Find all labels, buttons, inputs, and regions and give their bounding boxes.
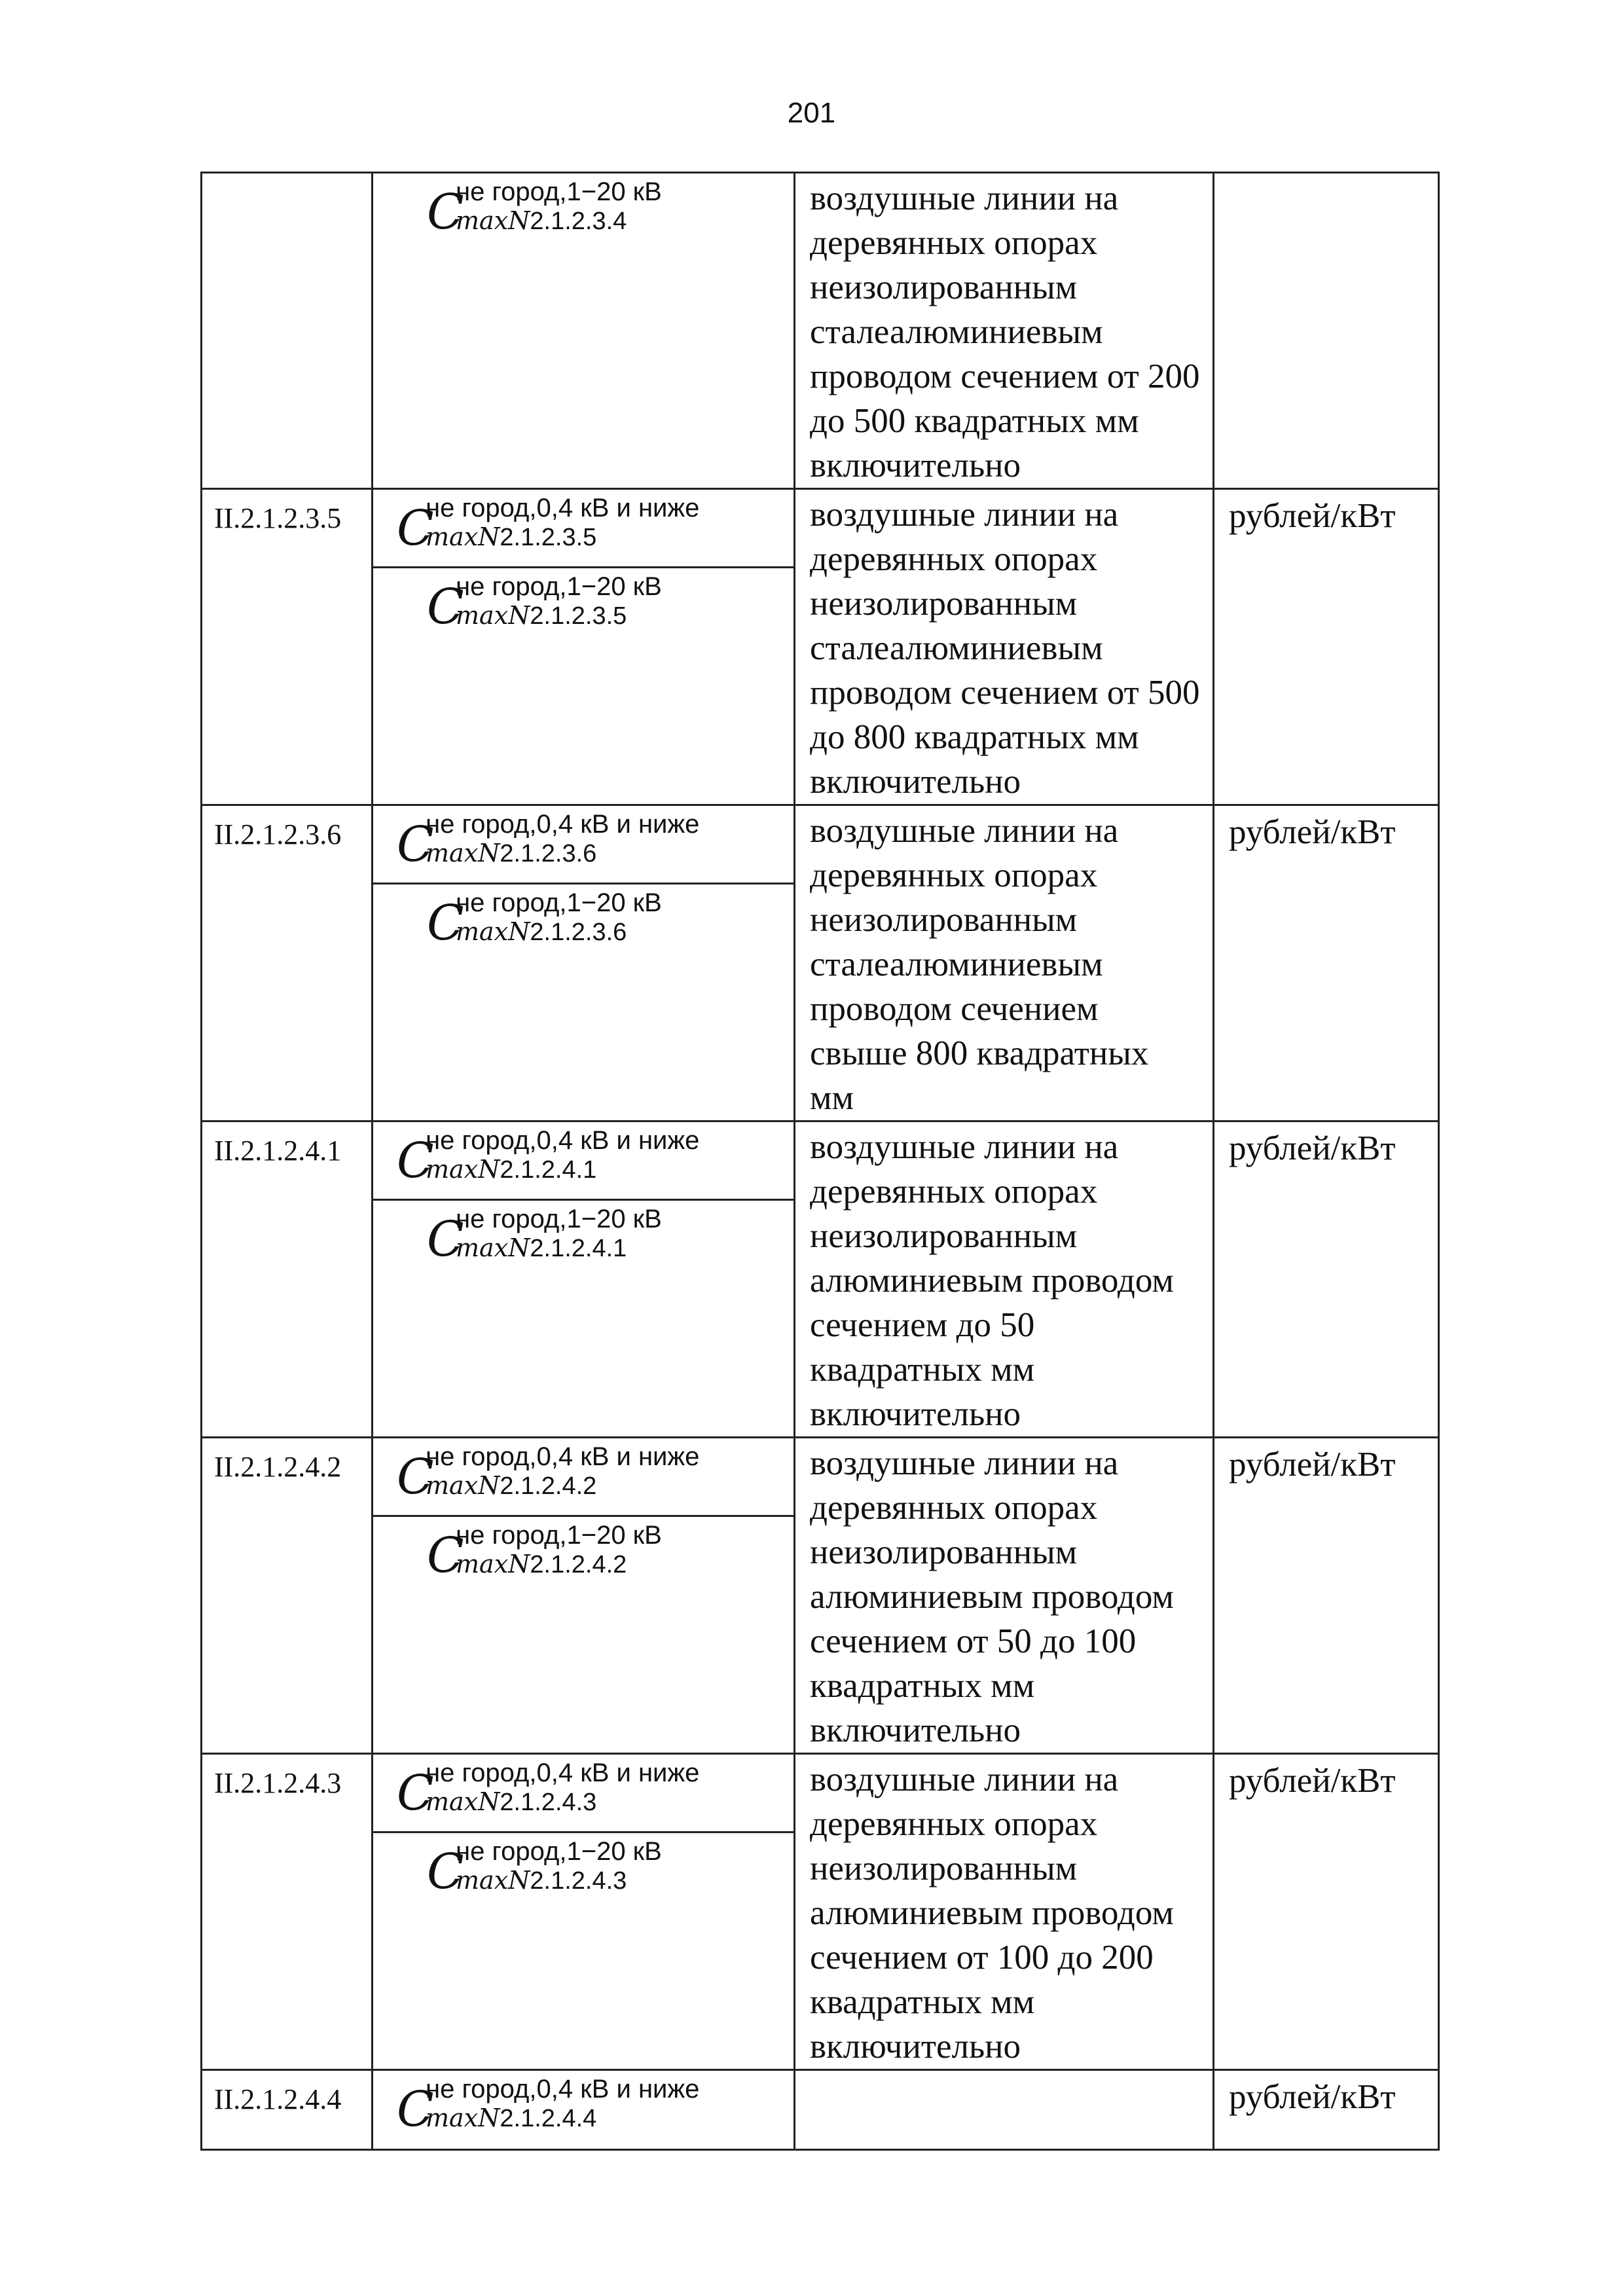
symbol-subscript: maxN2.1.2.4.4 xyxy=(426,2104,597,2132)
row-unit xyxy=(1214,173,1439,489)
symbol-superscript: не город,1−20 кВ xyxy=(456,1205,662,1233)
rate-symbol-0-4kv xyxy=(373,1122,793,1201)
symbol-letter: C xyxy=(427,1527,464,1584)
symbol-superscript: не город,1−20 кВ xyxy=(456,888,662,917)
symbol-letter: C xyxy=(427,1844,464,1900)
row-unit: рублей/кВт xyxy=(1214,489,1439,805)
rate-symbol-0-4kv xyxy=(373,1438,793,1517)
tariff-table xyxy=(200,172,1440,2151)
rate-symbol-cell xyxy=(373,1754,795,2070)
symbol-superscript: не город,1−20 кВ xyxy=(456,1837,662,1866)
row-description xyxy=(795,2070,1214,2150)
row-description: воздушные линии на деревянных опорах неизолированным алюминиевым проводом сечением до 50 квадратных мм включительно xyxy=(795,1121,1214,1438)
table-row xyxy=(202,489,1439,805)
rate-symbol-1-20kv xyxy=(373,568,793,647)
symbol-letter: C xyxy=(397,2081,434,2138)
symbol-subscript: maxN2.1.2.4.2 xyxy=(426,1471,597,1500)
row-description: воздушные линии на деревянных опорах неизолированным сталеалюминиевым проводом сечением от 500 до 800 квадратных мм включительно xyxy=(795,489,1214,805)
row-code xyxy=(202,173,373,489)
rate-symbol-1-20kv xyxy=(373,1517,793,1595)
rate-symbol-0-4kv xyxy=(373,806,793,884)
rate-symbol-1-20kv xyxy=(373,1833,793,1912)
symbol-superscript: не город,1−20 кВ xyxy=(456,1521,662,1550)
row-description: воздушные линии на деревянных опорах неизолированным сталеалюминиевым проводом сечением свыше 800 квадратных мм xyxy=(795,805,1214,1121)
symbol-subscript: maxN2.1.2.4.3 xyxy=(456,1866,627,1895)
table-row xyxy=(202,1121,1439,1438)
symbol-superscript: не город,0,4 кВ и ниже xyxy=(426,810,700,839)
symbol-subscript: maxN2.1.2.3.5 xyxy=(456,601,627,630)
symbol-subscript: maxN2.1.2.4.2 xyxy=(456,1550,627,1578)
symbol-letter: C xyxy=(427,579,464,635)
row-description: воздушные линии на деревянных опорах неизолированным сталеалюминиевым проводом сечением от 200 до 500 квадратных мм включительно xyxy=(795,173,1214,489)
symbol-letter: C xyxy=(427,1211,464,1267)
table-row xyxy=(202,2070,1439,2150)
table-row xyxy=(202,173,1439,489)
rate-symbol-0-4kv xyxy=(373,490,793,568)
rate-symbol-cell xyxy=(373,1121,795,1438)
rate-symbol-cell xyxy=(373,805,795,1121)
symbol-superscript: не город,0,4 кВ и ниже xyxy=(426,1758,700,1787)
rate-symbol-0-4kv xyxy=(373,1755,793,1833)
row-code: II.2.1.2.4.4 xyxy=(202,2070,373,2150)
rate-symbol-cell xyxy=(373,489,795,805)
symbol-subscript: maxN2.1.2.4.1 xyxy=(456,1233,627,1262)
row-code: II.2.1.2.3.6 xyxy=(202,805,373,1121)
symbol-superscript: не город,1−20 кВ xyxy=(456,177,662,206)
symbol-letter: C xyxy=(427,184,464,240)
symbol-letter: C xyxy=(397,816,434,873)
symbol-subscript: maxN2.1.2.4.1 xyxy=(426,1155,597,1184)
symbol-letter: C xyxy=(397,1765,434,1821)
table-row xyxy=(202,805,1439,1121)
symbol-letter: C xyxy=(397,1449,434,1505)
rate-symbol-1-20kv xyxy=(373,884,793,963)
symbol-superscript: не город,0,4 кВ и ниже xyxy=(426,1442,700,1471)
row-unit: рублей/кВт xyxy=(1214,1438,1439,1754)
rate-symbol-1-20kv xyxy=(373,1201,793,1279)
rate-symbol-1-20kv xyxy=(373,173,793,247)
symbol-superscript: не город,0,4 кВ и ниже xyxy=(426,494,700,522)
page-number: 201 xyxy=(787,97,836,129)
symbol-subscript: maxN2.1.2.3.6 xyxy=(456,917,627,946)
row-code: II.2.1.2.4.1 xyxy=(202,1121,373,1438)
symbol-letter: C xyxy=(427,895,464,951)
symbol-subscript: maxN2.1.2.3.6 xyxy=(426,839,597,867)
table-row xyxy=(202,1754,1439,2070)
symbol-superscript: не город,1−20 кВ xyxy=(456,572,662,601)
rate-symbol-cell xyxy=(373,2070,795,2150)
symbol-superscript: не город,0,4 кВ и ниже xyxy=(426,1126,700,1155)
row-code: II.2.1.2.4.2 xyxy=(202,1438,373,1754)
rate-symbol-0-4kv xyxy=(373,2071,793,2144)
symbol-superscript: не город,0,4 кВ и ниже xyxy=(426,2075,700,2104)
symbol-subscript: maxN2.1.2.3.4 xyxy=(456,206,627,235)
row-unit: рублей/кВт xyxy=(1214,1121,1439,1438)
symbol-subscript: maxN2.1.2.3.5 xyxy=(426,522,597,551)
row-description: воздушные линии на деревянных опорах неизолированным алюминиевым проводом сечением от 100 до 200 квадратных мм включительно xyxy=(795,1754,1214,2070)
row-code: II.2.1.2.3.5 xyxy=(202,489,373,805)
symbol-letter: C xyxy=(397,500,434,556)
row-description: воздушные линии на деревянных опорах неизолированным алюминиевым проводом сечением от 50 до 100 квадратных мм включительно xyxy=(795,1438,1214,1754)
row-unit: рублей/кВт xyxy=(1214,805,1439,1121)
table-row xyxy=(202,1438,1439,1754)
rate-symbol-cell xyxy=(373,173,795,489)
row-unit: рублей/кВт xyxy=(1214,2070,1439,2150)
rate-symbol-cell xyxy=(373,1438,795,1754)
symbol-subscript: maxN2.1.2.4.3 xyxy=(426,1787,597,1816)
row-code: II.2.1.2.4.3 xyxy=(202,1754,373,2070)
row-unit: рублей/кВт xyxy=(1214,1754,1439,2070)
symbol-letter: C xyxy=(397,1133,434,1189)
